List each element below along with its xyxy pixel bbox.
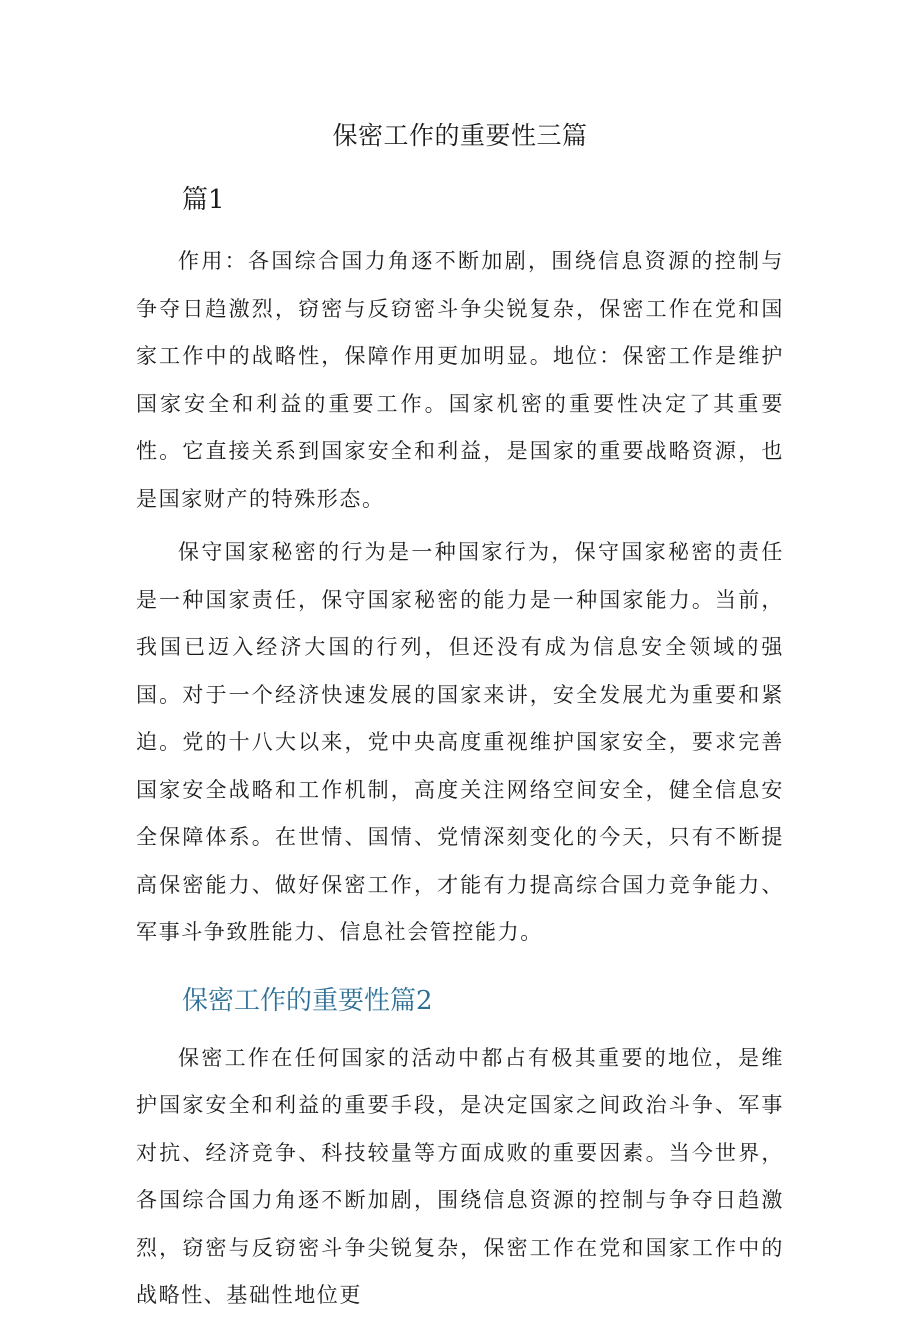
section-1 (136, 180, 784, 957)
document-title: 保密工作的重要性三篇 (332, 121, 588, 150)
section-2-heading: 保密工作的重要性篇2 (182, 985, 433, 1016)
section-1-heading: 篇1 (182, 185, 225, 215)
section-1-paragraph-1: 作用：各国综合国力角逐不断加剧，围绕信息资源的控制与争夺日趋激烈，窃密与反窃密斗争尖锐复杂，保密工作在党和国家工作中的战略性，保障作用更加明显。地位：保密工作是维护国家安全和利益的重要工作。国家机密的重要性决定了其重要性。它直接关系到国家安全和利益，是国家的重要战略资源，也是国家财产的特殊形态。 (136, 249, 784, 511)
section-2-paragraph-1: 保密工作在任何国家的活动中都占有极其重要的地位，是维护国家安全和利益的重要手段，是决定国家之间政治斗争、军事对抗、经济竞争、科技较量等方面成败的重要因素。当今世界，各国综合国力角逐不断加剧，围绕信息资源的控制与争夺日趋激烈，窃密与反窃密斗争尖锐复杂，保密工作在党和国家工作中的战略性、基础性地位更 (136, 1045, 784, 1307)
section-2 (136, 981, 784, 1320)
section-1-paragraph-2: 保守国家秘密的行为是一种国家行为，保守国家秘密的责任是一种国家责任，保守国家秘密的能力是一种国家能力。当前，我国已迈入经济大国的行列，但还没有成为信息安全领域的强国。对于一个经济快速发展的国家来讲，安全发展尤为重要和紧迫。党的十八大以来，党中央高度重视维护国家安全，要求完善国家安全战略和工作机制，高度关注网络空间安全，健全信息安全保障体系。在世情、国情、党情深刻变化的今天，只有不断提高保密能力、做好保密工作，才能有力提高综合国力竞争能力、军事斗争致胜能力、信息社会管控能力。 (136, 540, 784, 944)
